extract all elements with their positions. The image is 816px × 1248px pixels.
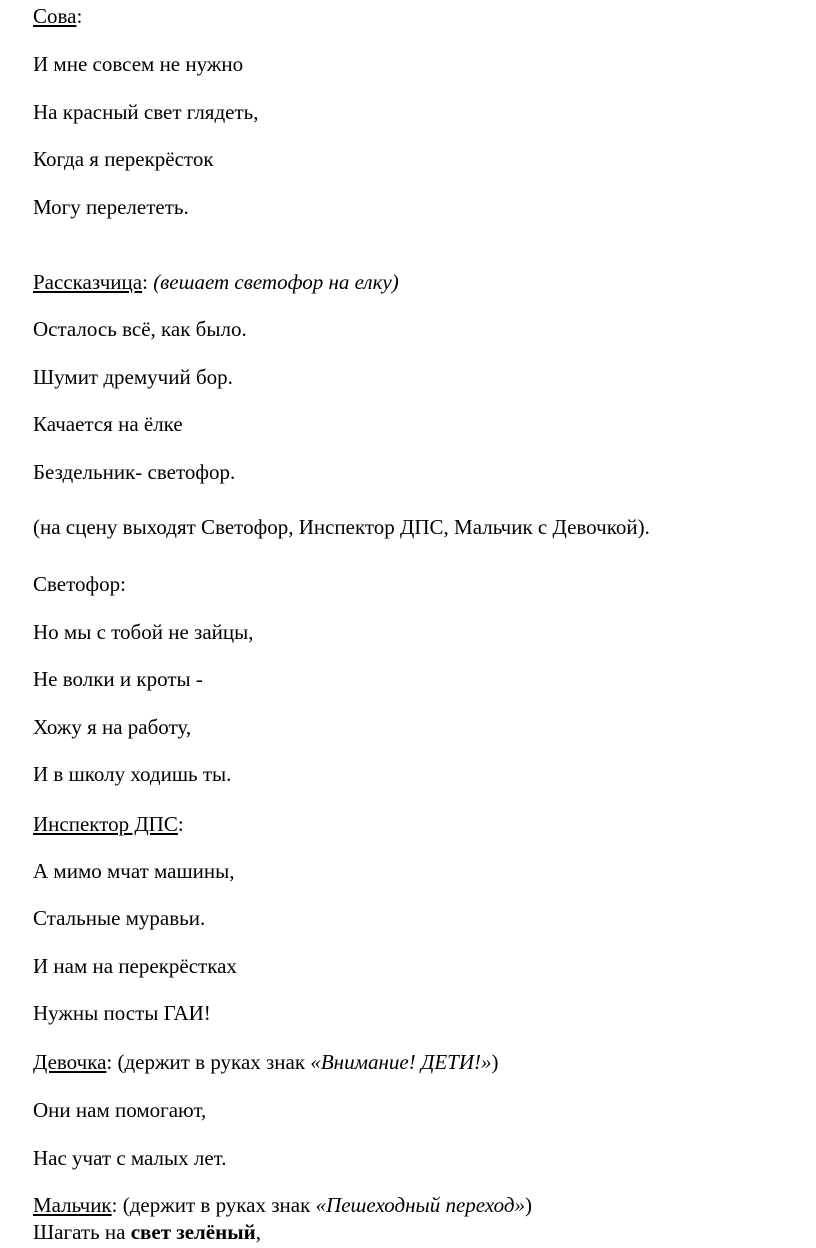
speaker-boy: Мальчик — [33, 1193, 112, 1217]
speaker-narrator: Рассказчица — [33, 270, 143, 294]
speaker-girl: Девочка — [33, 1050, 107, 1074]
speaker-colon: : — [177, 812, 184, 836]
verse-line: Но мы с тобой не зайцы, — [33, 620, 254, 644]
speaker-traffic-light: Светофор: — [33, 572, 126, 596]
sign-name: «Пешеходный переход» — [315, 1193, 525, 1217]
verse-punctuation: , — [255, 1220, 261, 1244]
verse-line: Они нам помогают, — [33, 1098, 207, 1122]
speaker-colon: : — [142, 270, 148, 294]
direction-text: : (держит в руках знак — [111, 1193, 316, 1217]
direction-close: ) — [491, 1050, 499, 1074]
verse-line: И в школу ходишь ты. — [33, 762, 232, 786]
sign-name: «Внимание! ДЕТИ!» — [310, 1050, 492, 1074]
speaker-owl: Сова — [33, 4, 77, 28]
stage-direction: (на сцену выходят Светофор, Инспектор ДПС, Мальчик с Девочкой). — [33, 515, 650, 539]
verse-text: Шагать на — [33, 1220, 131, 1244]
verse-line — [33, 1219, 261, 1245]
speaker-line-narrator — [33, 269, 399, 295]
verse-line: Не волки и кроты - — [33, 667, 203, 691]
verse-line: На красный свет глядеть, — [33, 100, 259, 124]
verse-line: Шумит дремучий бор. — [33, 365, 233, 389]
stage-direction: (вешает светофор на елку) — [153, 270, 399, 294]
direction-close: ) — [525, 1193, 532, 1217]
speaker-line-boy — [33, 1192, 532, 1218]
speaker-line-girl — [33, 1049, 498, 1075]
direction-text: : (держит в руках знак — [106, 1050, 311, 1074]
verse-line: Когда я перекрёсток — [33, 147, 214, 171]
verse-line: Хожу я на работу, — [33, 715, 192, 739]
verse-line: Стальные муравьи. — [33, 906, 206, 930]
speaker-line-inspector — [33, 811, 184, 837]
speaker-inspector: Инспектор ДПС — [33, 812, 178, 836]
verse-bold-text: свет зелёный — [130, 1220, 256, 1244]
verse-line: И мне совсем не нужно — [33, 52, 244, 76]
verse-line: Бездельник- светофор. — [33, 460, 236, 484]
verse-line: А мимо мчат машины, — [33, 859, 235, 883]
verse-line: Осталось всё, как было. — [33, 317, 247, 341]
speaker-colon: : — [76, 4, 83, 28]
verse-line: И нам на перекрёстках — [33, 954, 237, 978]
verse-line: Нас учат с малых лет. — [33, 1146, 227, 1170]
verse-line: Могу перелететь. — [33, 195, 189, 219]
verse-line: Нужны посты ГАИ! — [33, 1001, 211, 1025]
verse-line: Качается на ёлке — [33, 412, 183, 436]
speaker-line-owl — [33, 3, 82, 29]
